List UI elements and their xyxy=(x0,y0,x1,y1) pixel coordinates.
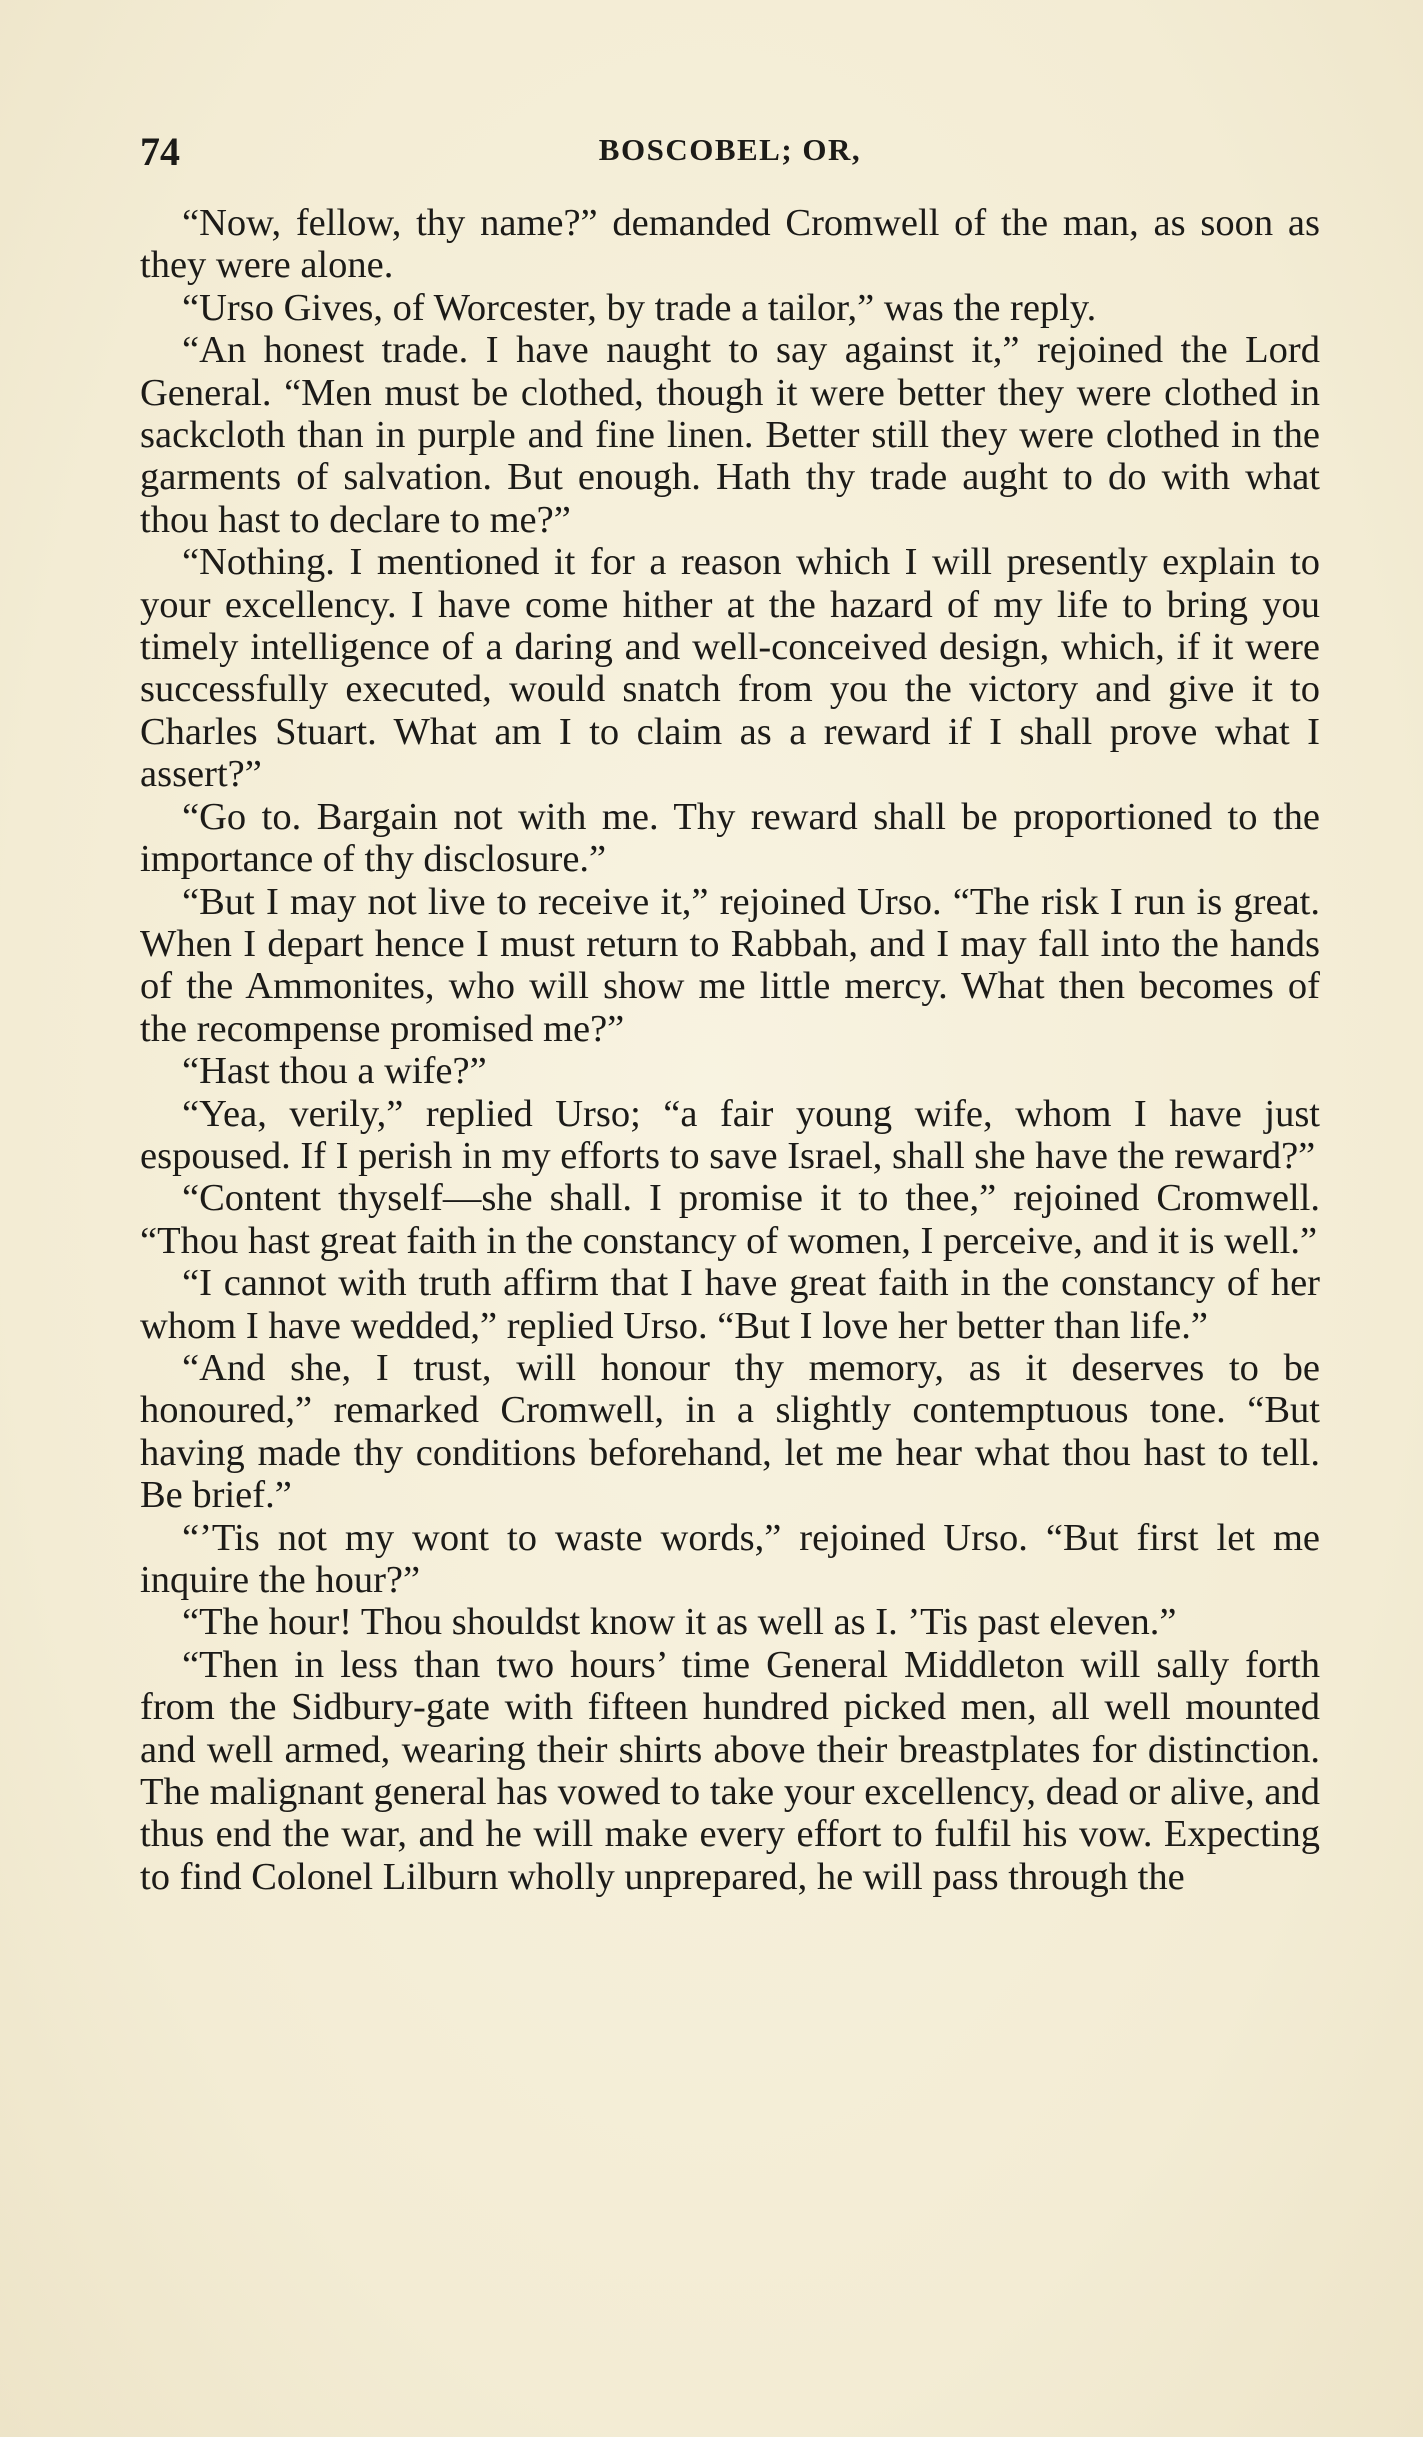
paragraph: “I cannot with truth affirm that I have great faith in the constancy of her whom I have wedded,” replied Urso. “But I love her better than life.” xyxy=(140,1262,1320,1347)
paragraph: “And she, I trust, will honour thy memory, as it deserves to be honoured,” remarked Cromwell, in a slightly contemptuous tone. “But having made thy conditions beforehand, let me hear what thou hast to tell. Be brief.” xyxy=(140,1346,1320,1517)
paragraph: “Hast thou a wife?” xyxy=(182,1050,487,1093)
paragraph: “The hour! Thou shouldst know it as well as I. ’Tis past eleven.” xyxy=(182,1601,1177,1644)
running-head: BOSCOBEL; OR, xyxy=(598,132,862,167)
paragraph: “Go to. Bargain not with me. Thy reward shall be proportioned to the importance of thy disclosure.” xyxy=(140,795,1320,881)
page-number: 74 xyxy=(140,129,180,174)
paragraph: “But I may not live to receive it,” rejoined Urso. “The risk I run is great. When I depart hence I must return to Rabbah, and I may fall into the hands of the Ammonites, who will show me little mercy. What then becomes of the recompense promised me?” xyxy=(140,880,1320,1050)
body-text xyxy=(140,202,1320,1898)
paragraph: “’Tis not my wont to waste words,” rejoined Urso. “But first let me inquire the hour?” xyxy=(140,1516,1320,1601)
page-header xyxy=(140,128,1320,178)
paragraph: “Urso Gives, of Worcester, by trade a tailor,” was the reply. xyxy=(182,286,1097,329)
paragraph: “Nothing. I mentioned it for a reason which I will presently explain to your excellency. I have come hither at the hazard of my life to bring you timely intelligence of a daring and well-conceived design, which, if it were successfully executed, would snatch from you the victory and give it to Charles Stuart. What am I to claim as a reward if I shall prove what I assert?” xyxy=(140,541,1320,796)
paragraph: “Now, fellow, thy name?” demanded Cromwell of the man, as soon as they were alone. xyxy=(140,202,1320,287)
paragraph: “An honest trade. I have naught to say against it,” rejoined the Lord General. “Men must be clothed, though it were better they were clothed in sackcloth than in purple and fine linen. Better still they were clothed in the garments of salvation. But enough. Hath thy trade aught to do with what thou hast to declare to me?” xyxy=(140,329,1320,541)
paragraph: “Yea, verily,” replied Urso; “a fair young wife, whom I have just espoused. If I perish in my efforts to save Israel, shall she have the reward?” xyxy=(140,1092,1320,1177)
paragraph: “Content thyself—she shall. I promise it to thee,” rejoined Cromwell. “Thou hast great faith in the constancy of women, I perceive, and it is well.” xyxy=(140,1177,1320,1262)
paragraph: “Then in less than two hours’ time General Middleton will sally forth from the Sidbury-gate with fifteen hundred picked men, all well mounted and well armed, wearing their shirts above their breastplates for distinction. The malignant general has vowed to take your excellency, dead or alive, and thus end the war, and he will make every effort to fulfil his vow. Expecting to find Colonel Lilburn wholly unprepared, he will pass through the xyxy=(140,1643,1320,1898)
